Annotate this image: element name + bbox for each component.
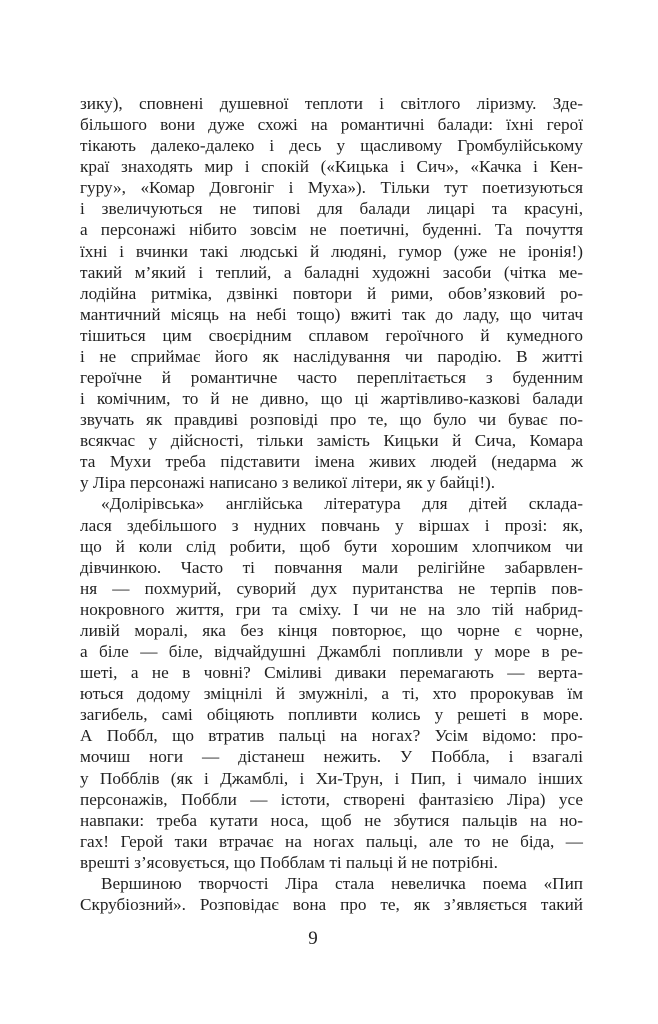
text-line: ливій моралі, яка без кінця повторює, що чорне є чорне, xyxy=(80,620,583,640)
text-line: більшого вони дуже схожі на романтичні балади: їхні герої xyxy=(80,115,583,135)
text-line: та Мухи треба підставити імена живих людей (недарма ж xyxy=(80,452,583,472)
text-line: навпаки: треба кутати носа, щоб не збутися пальців на но- xyxy=(80,810,583,830)
text-line: шеті, а не в човні? Сміливі диваки перемагають — верта- xyxy=(80,663,583,683)
text-line: героїчне й романтичне часто переплітається з буденним xyxy=(80,368,583,388)
text-line: а біле — біле, відчайдушні Джамблі попливли у море в ре- xyxy=(80,642,583,662)
text-line: всякчас у дійсності, тільки замість Кицьки й Сича, Комара xyxy=(80,431,583,451)
text-line: «Долірівська» англійська література для дітей склада- xyxy=(101,494,583,514)
text-line: дівчинкою. Часто ті повчання мали релігійне забарвлен- xyxy=(80,557,583,577)
text-line: лодійна ритміка, дзвінкі повтори й рими, обов’язковий ро- xyxy=(80,283,583,303)
body-text xyxy=(80,93,583,915)
text-line: у Ліра персонажі написано з великої літери, як у байці!). xyxy=(80,473,496,493)
text-line: у Побблів (як і Джамблі, і Хи-Трун, і Пип, і чимало інших xyxy=(80,768,583,788)
text-line: нокровного життя, гри та сміху. І чи не на зло тій набрид- xyxy=(80,599,583,619)
text-line: і не сприймає його як наслідування чи пародію. В житті xyxy=(80,346,583,366)
text-line: Вершиною творчості Ліра стала невеличка поема «Пип xyxy=(101,873,583,893)
text-line: і комічним, то й не дивно, що ці жартівливо-казкові балади xyxy=(80,389,583,409)
text-line: звучать як правдиві розповіді про те, що було чи буває по- xyxy=(80,410,583,430)
text-line: А Поббл, що втратив пальці на ногах? Усім відомо: про- xyxy=(80,726,583,746)
text-line: ються додому зміцнілі й змужнілі, а ті, хто пророкував їм xyxy=(80,684,583,704)
text-line: такий м’який і теплий, а баладні художні засоби (чітка ме- xyxy=(80,262,583,282)
text-line: гуру», «Комар Довгоніг і Муха»). Тільки тут поетизуються xyxy=(80,178,583,198)
text-line: врешті з’ясовується, що Побблам ті пальці й не потрібні. xyxy=(80,852,498,872)
text-line: мантичний місяць на небі тощо) вжиті так до ладу, що читач xyxy=(80,304,583,324)
text-line: їхні і вчинки такі людські й людяні, гумор (уже не іронія!) xyxy=(80,241,583,261)
text-line: і звеличуються не типові для балади лицарі та красуні, xyxy=(80,199,583,219)
text-line: лася здебільшого з нудних повчань у віршах і прозі: як, xyxy=(80,515,583,535)
text-line: Скрубіозний». Розповідає вона про те, як з’являється такий xyxy=(80,894,583,914)
text-line: а персонажі нібито зовсім не поетичні, буденні. Та почуття xyxy=(80,220,583,240)
text-line: ня — похмурий, суворий дух пуританства не терпів пов- xyxy=(80,578,583,598)
text-line: загибель, самі обіцяють попливти колись у решеті в море. xyxy=(80,705,583,725)
text-line: що й коли слід робити, щоб бути хорошим хлопчиком чи xyxy=(80,536,583,556)
page-number: 9 xyxy=(308,928,318,949)
text-line: мочиш ноги — дістанеш нежить. У Поббла, і взагалі xyxy=(80,747,583,767)
text-line: тішиться цим своєрідним сплавом героїчного й кумедного xyxy=(80,325,583,345)
text-line: зику), сповнені душевної теплоти і світлого ліризму. Зде- xyxy=(80,94,583,113)
text-line: тікають далеко-далеко і десь у щасливому Громбулійському xyxy=(80,136,583,156)
text-line: краї знаходять мир і спокій («Кицька і Сич», «Качка і Кен- xyxy=(80,157,583,177)
text-line: гах! Герой таки втрачає на ногах пальці, але то не біда, — xyxy=(80,831,583,851)
text-line: персонажів, Поббли — істоти, створені фантазією Ліра) усе xyxy=(80,789,583,809)
